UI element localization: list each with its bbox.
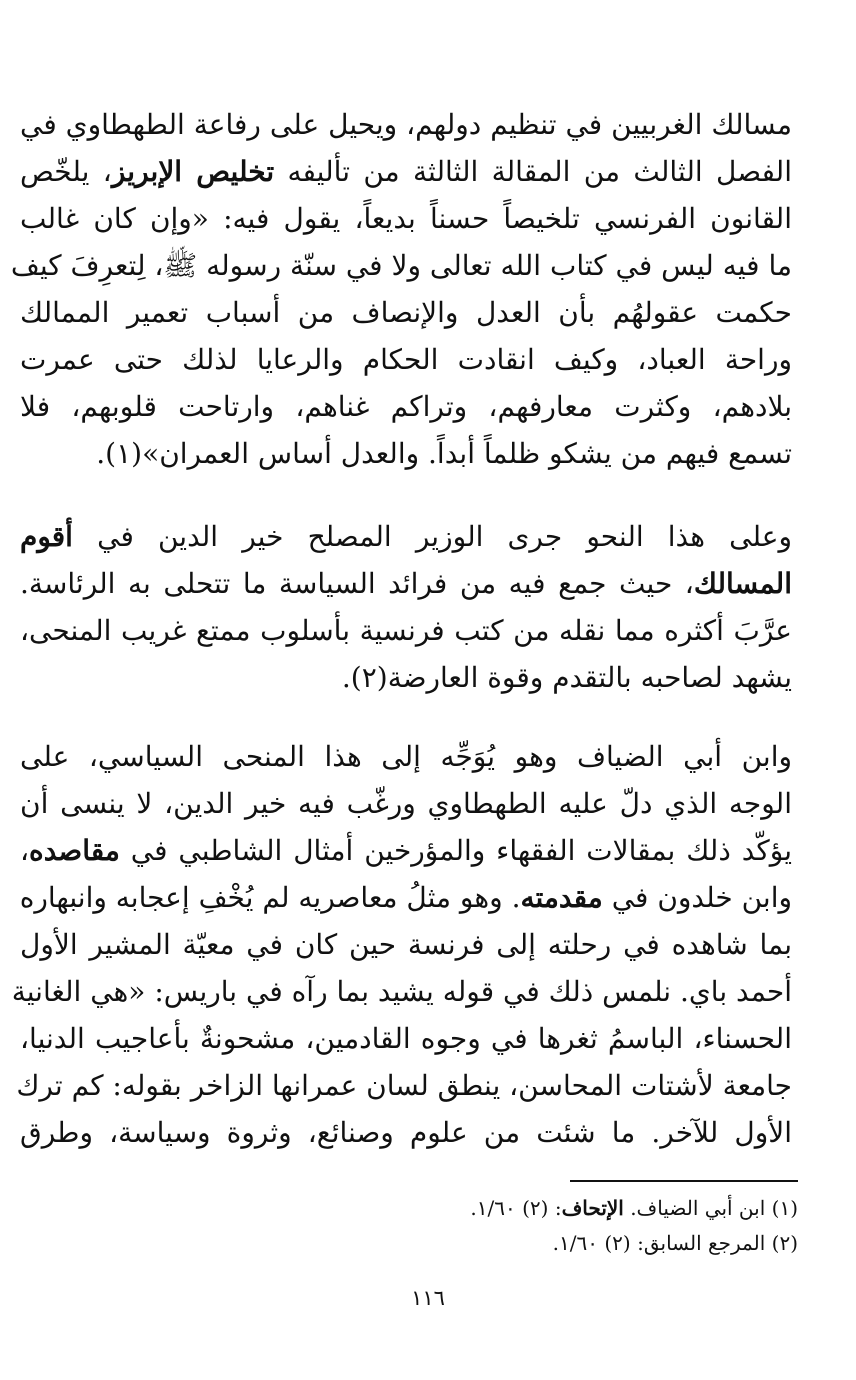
- paragraph-3-line-9: الأول للآخر. ما شئت من علوم وصنائع، وثروة وسياسة، وطرق: [20, 1116, 792, 1149]
- text-run: وابن خلدون في: [602, 881, 792, 914]
- book-title-aqwam: أقوم: [20, 520, 73, 553]
- text-run: يؤكّد ذلك بمقالات الفقهاء والمؤرخين أمثال الشاطبي في: [119, 834, 792, 867]
- book-title-masalik: المسالك: [693, 567, 792, 600]
- text-run: وعلى هذا النحو جرى الوزير المصلح خير الدين في: [72, 520, 792, 553]
- paragraph-3-line-8: جامعة لأشتات المحاسن، ينطق لسان عمرانها الزاخر بقوله: كم ترك: [16, 1069, 792, 1102]
- text-run: الفصل الثالث من المقالة الثالثة من تأليفه: [274, 155, 792, 188]
- text-run: . وهو مثلُ معاصريه لم يُخْفِ إعجابه وانبهاره: [19, 881, 521, 914]
- paragraph-2-line-4: يشهد لصاحبه بالتقدم وقوة العارضة(٢).: [341, 661, 792, 694]
- paragraph-3-line-5: بما شاهده في رحلته إلى فرنسة حين كان في معيّة المشير الأول: [20, 928, 792, 961]
- footnote-2: (٢) المرجع السابق: (٢) ١/٦٠.: [552, 1231, 798, 1255]
- paragraph-2-line-2: [20, 561, 792, 607]
- book-title-ithaf: الإتحاف: [561, 1196, 624, 1220]
- text-run: ،: [20, 834, 30, 867]
- paragraph-1-line-4: ما فيه ليس في كتاب الله تعالى ولا في سنّة رسوله ﷺ، لِتعرِفَ كيف: [10, 249, 792, 282]
- text-run: ، يلخّص: [20, 155, 112, 188]
- text-run: : (٢) ١/٦٠.: [470, 1196, 562, 1220]
- paragraph-3-line-7: الحسناء، الباسمُ ثغرها في وجوه القادمين، مشحونةٌ بأعاجيب الدنيا،: [20, 1022, 792, 1055]
- paragraph-3-line-3: [20, 828, 792, 874]
- paragraph-1-line-1: مسالك الغربيين في تنظيم دولهم، ويحيل على رفاعة الطهطاوي في: [20, 108, 792, 141]
- paragraph-3-line-2: الوجه الذي دلّ عليه الطهطاوي ورغّب فيه خير الدين، لا ينسى أن: [20, 787, 792, 820]
- paragraph-1-line-3: القانون الفرنسي تلخيصاً حسناً بديعاً، يقول فيه: «وإن كان غالب: [20, 202, 792, 235]
- book-title-maqasid: مقاصده: [29, 834, 120, 867]
- text-run: (١) ابن أبي الضياف.: [623, 1196, 798, 1220]
- paragraph-3-line-6: أحمد باي. نلمس ذلك في قوله يشيد بما رآه في باريس: «هي الغانية: [11, 975, 792, 1008]
- book-title-takhlis: تخليص الإبريز: [111, 155, 275, 188]
- footnote-1: [470, 1192, 798, 1224]
- paragraph-1-line-8: تسمع فيهم من يشكو ظلماً أبداً. والعدل أساس العمران»(١).: [96, 437, 792, 470]
- paragraph-1-line-7: بلادهم، وكثرت معارفهم، وتراكم غناهم، وارتاحت قلوبهم، فلا: [20, 390, 792, 423]
- book-title-muqaddima: مقدمته: [520, 881, 603, 914]
- paragraph-1-line-6: وراحة العباد، وكيف انقادت الحكام والرعايا لذلك حتى عمرت: [20, 343, 792, 376]
- paragraph-1-line-5: حكمت عقولهُم بأن العدل والإنصاف من أسباب تعمير الممالك: [20, 296, 792, 329]
- paragraph-2-line-3: عرَّبَ أكثره مما نقله من كتب فرنسية بأسلوب ممتع غريب المنحى،: [20, 614, 792, 647]
- text-run: ، حيث جمع فيه من فرائد السياسة ما تتحلى به الرئاسة.: [20, 567, 694, 600]
- paragraph-3-line-4: [20, 875, 792, 921]
- paragraph-2-line-1: [20, 514, 792, 560]
- paragraph-3-line-1: وابن أبي الضياف وهو يُوَجِّه إلى هذا المنحى السياسي، على: [20, 740, 792, 773]
- paragraph-1-line-2: [20, 149, 792, 195]
- footnote-separator: [570, 1180, 798, 1182]
- page-number: ١١٦: [411, 1286, 445, 1310]
